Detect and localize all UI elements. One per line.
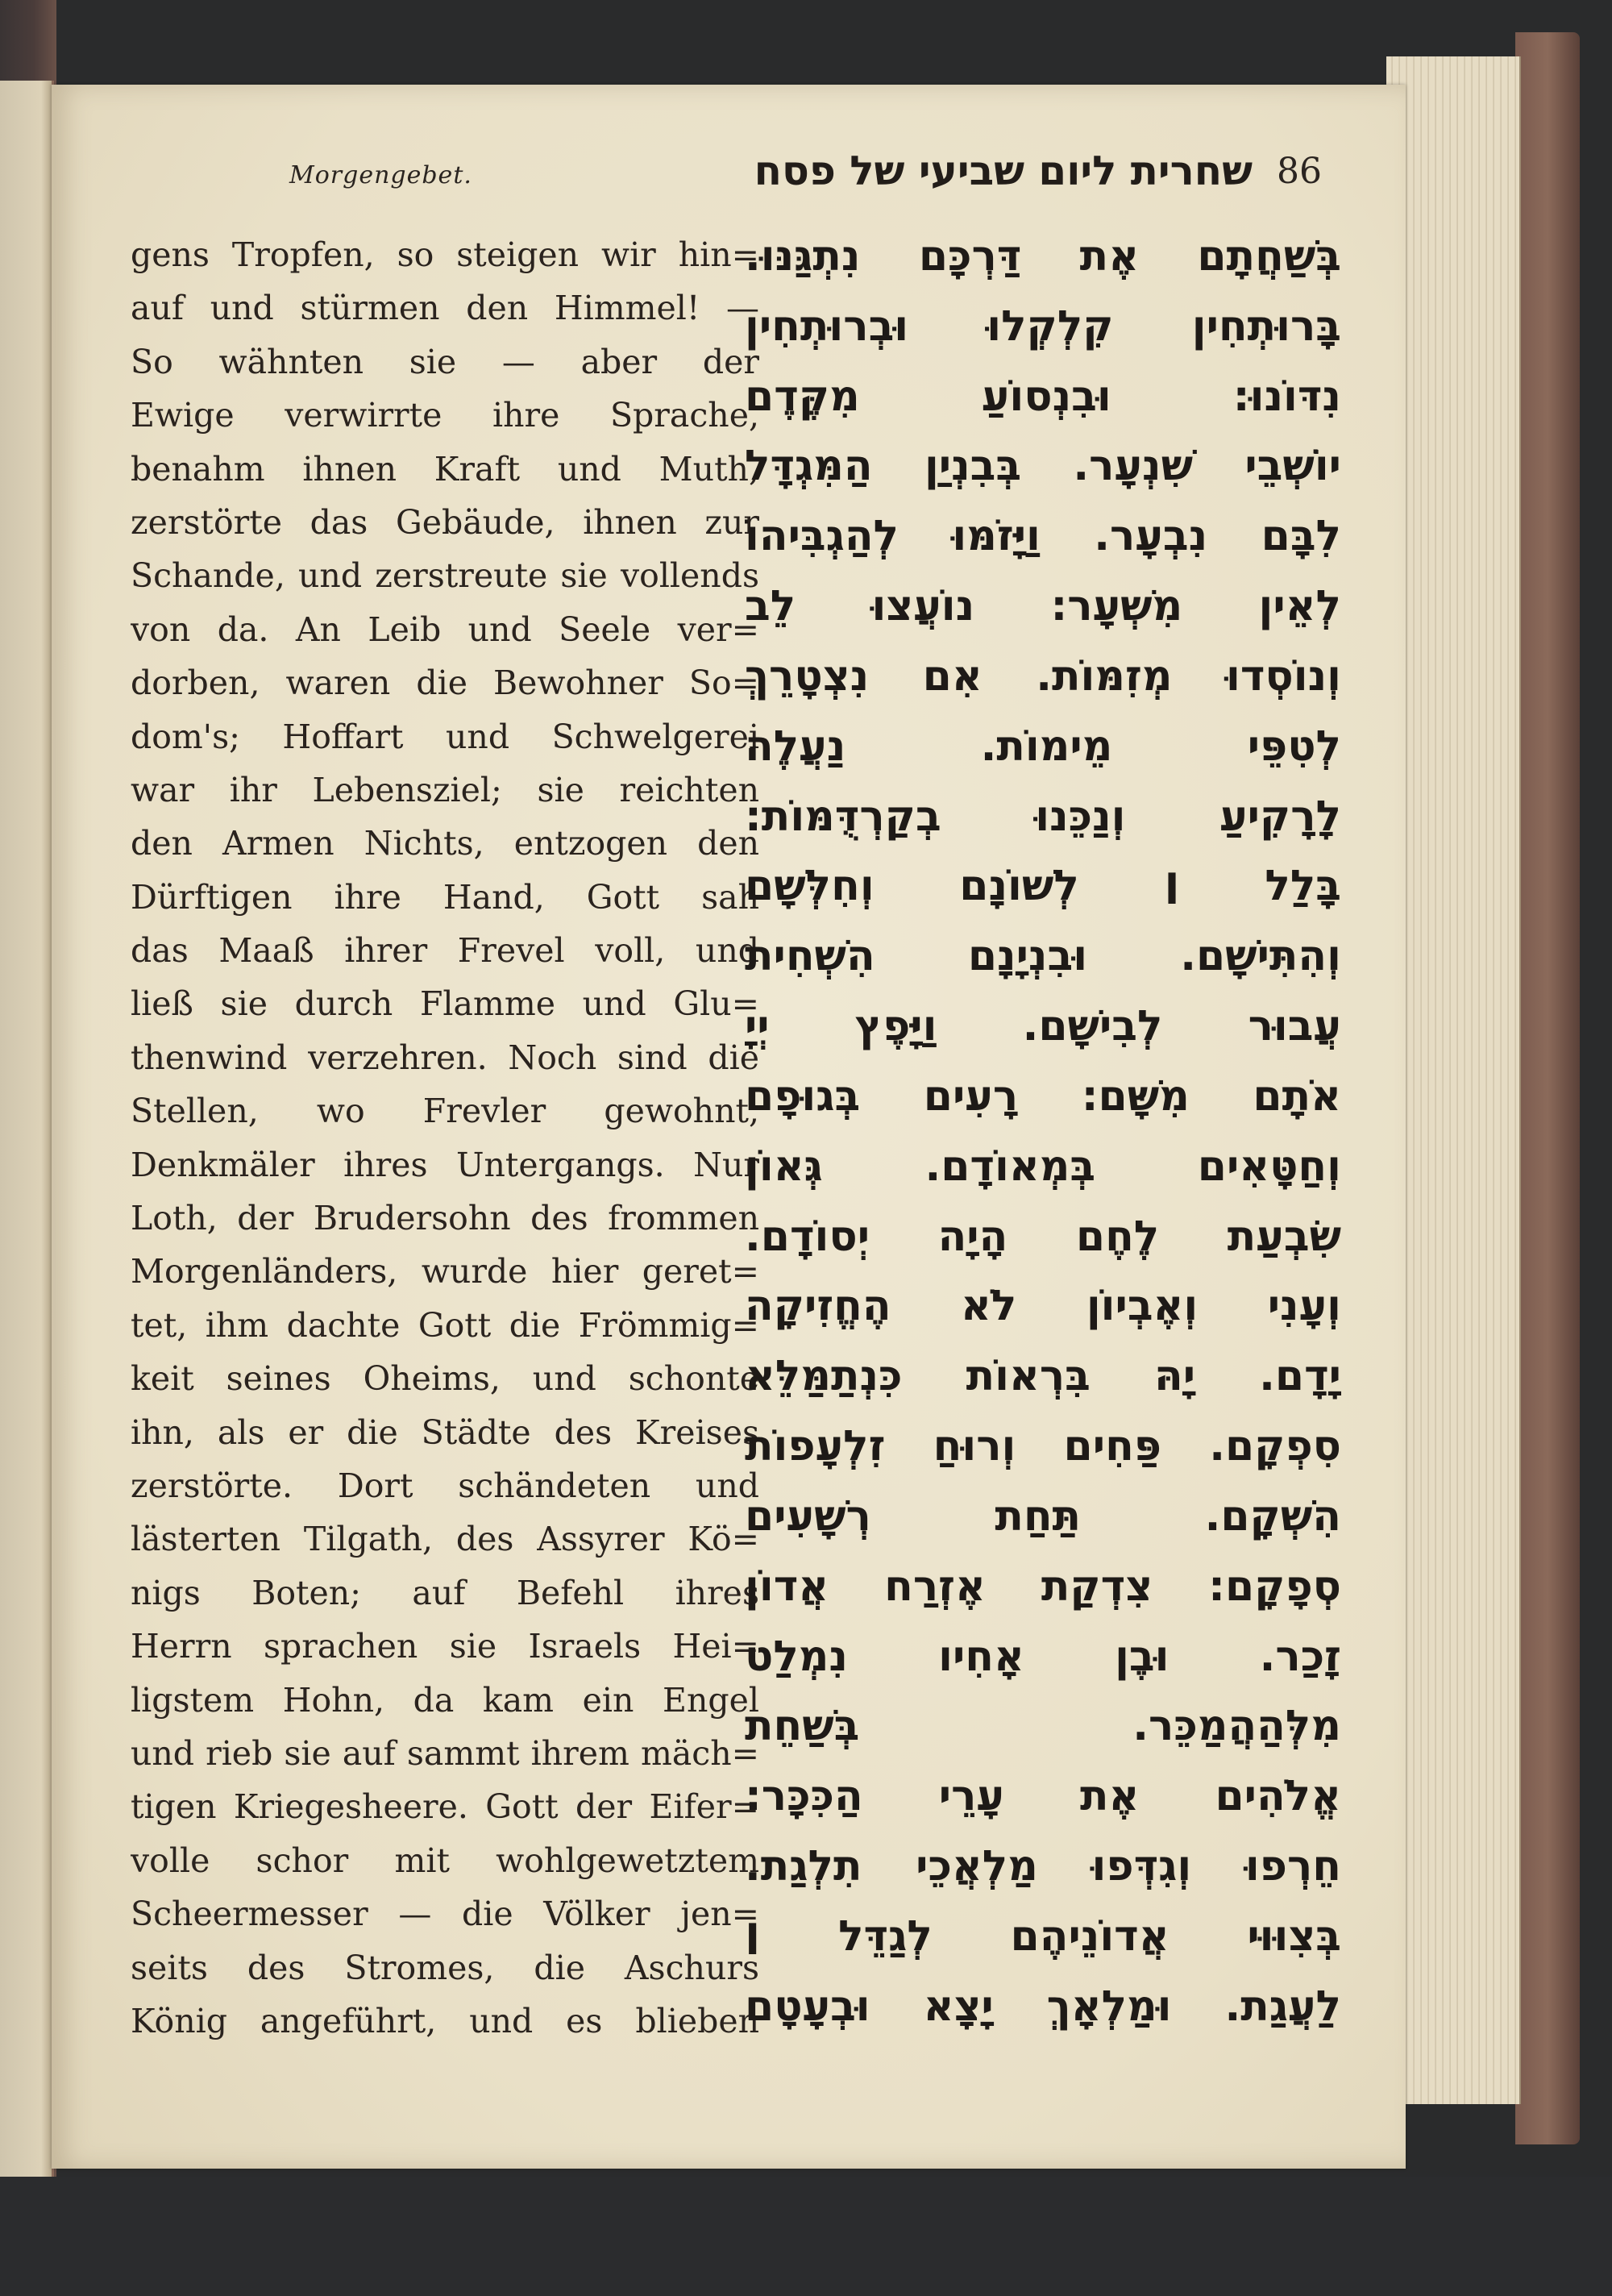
german-line: Morgenländers, wurde hier geret= — [131, 1252, 759, 1292]
hebrew-line: חֵרְפוּ וְגִדְּפוּ מַלְאֲכֵי תִלְגַת. — [745, 1842, 1341, 1891]
german-line: war ihr Lebensziel; sie reichten — [131, 770, 759, 809]
german-line: Loth, der Brudersohn des frommen — [131, 1199, 759, 1238]
german-line: ihn, als er die Städte des Kreises — [131, 1412, 759, 1452]
book-page — [52, 85, 1406, 2169]
german-line: gens Tropfen, so steigen wir hin= — [131, 235, 759, 274]
hebrew-line: מִלְּהַהֲמַכֵּר. בְּשַׁחֵת — [745, 1702, 1341, 1751]
german-line: den Armen Nichts, entzogen den — [131, 824, 759, 863]
hebrew-line: בְּצִוּוּי אֲדוֹנֵיהֶם לְגַדֵּל ׀ — [745, 1911, 1341, 1961]
hebrew-line: וְחַטָּאִים בְּמְאוֹדָם. גְּאוֹן — [745, 1142, 1341, 1191]
german-line: thenwind verzehren. Noch sind die — [131, 1038, 759, 1077]
german-line: benahm ihnen Kraft und Muth, — [131, 449, 759, 489]
hebrew-line: יוֹשְׁבֵי שִׁנְעָר. בְּבִנְיַן הַמִּגְדָּל — [745, 442, 1341, 491]
hebrew-line: וְהִתִּישָׁם. וּבִנְיָנָם הִשְׁחִית — [745, 932, 1341, 981]
german-line: Herrn sprachen sie Israels Hei= — [131, 1627, 759, 1666]
german-line: König angeführt, und es blieben — [131, 2001, 759, 2040]
page-stack-edge — [1386, 56, 1521, 2104]
hebrew-line: בְּשַׁחֲתָם אֶת דַּרְכָּם נִתְגַּנּוּ. — [745, 232, 1341, 281]
german-line: zerstörte das Gebäude, ihnen zur — [131, 502, 759, 542]
hebrew-line: לַעֲגַת. וּמַלְאָךְ יָצָא וּבְעָטָם — [745, 1982, 1341, 2031]
hebrew-line: לְטִפֵּי מֵימוֹת. נַעֲלֶה — [745, 722, 1341, 771]
german-line: Dürftigen ihre Hand, Gott sah — [131, 877, 759, 917]
hebrew-line: שִׂבְעַת לֶחֶם הָיָה יְסוֹדָם. — [745, 1212, 1341, 1261]
german-line: ließ sie durch Flamme und Glu= — [131, 984, 759, 1024]
german-line: ligstem Hohn, da kam ein Engel — [131, 1680, 759, 1720]
hebrew-line: סְפָקָם: צִדְקַת אֶזְרַח אֲדוֹן — [745, 1562, 1341, 1611]
hebrew-line: הִשְׁקָם. תַּחַת רְשָׁעִים — [745, 1491, 1341, 1541]
hebrew-line: אֹתָם מִשָּׁם: רָעִים בְּגוּפָם — [745, 1071, 1341, 1121]
hebrew-line: לָרָקִיעַ וְנַכֵּנוּ בְקַרְדֻּמּוֹת: — [745, 792, 1341, 841]
german-line: volle schor mit wohlgewetztem — [131, 1841, 759, 1880]
hebrew-line: לִבָּם נִבְעָר. וַיָּזֹמּוּ לְהַגְבִּיהוֹ — [745, 512, 1341, 561]
hebrew-line: וְנוֹסְדוּ מְזִמּוֹת. אִם נִצְטָרֵךְ — [745, 651, 1341, 701]
german-line: tigen Kriegesheere. Gott der Eifer= — [131, 1787, 759, 1827]
book-cover-right — [1515, 32, 1580, 2144]
hebrew-line: יָדָם. יָהּ בִּרְאוֹת כִּנְתַמַּלֵּא — [745, 1352, 1341, 1401]
hebrew-line: וְעָנִי וְאֶבְיוֹן לֹא הֶחֱזִיקָה — [745, 1282, 1341, 1331]
german-line: dorben, waren die Bewohner So= — [131, 663, 759, 703]
german-line: seits des Stromes, die Aschurs — [131, 1948, 759, 1987]
german-line: Denkmäler ihres Untergangs. Nur — [131, 1145, 759, 1184]
german-line: und rieb sie auf sammt ihrem mäch= — [131, 1733, 759, 1773]
running-header-german: Morgengebet. — [289, 161, 472, 189]
german-line: von da. An Leib und Seele ver= — [131, 609, 759, 649]
german-line: Stellen, wo Frevler gewohnt, — [131, 1092, 759, 1131]
hebrew-text-column — [745, 222, 1341, 2042]
hebrew-line: סִפְקָם. פַּחִים וְרוּחַ זִלְעָפוֹת — [745, 1422, 1341, 1471]
german-line: Ewige verwirrte ihre Sprache, — [131, 396, 759, 435]
page-number: 86 — [1277, 151, 1322, 192]
german-line: keit seines Oheims, und schonte — [131, 1359, 759, 1399]
german-line: das Maaß ihrer Frevel voll, und — [131, 931, 759, 971]
german-text-column — [131, 228, 759, 2048]
background-surface — [0, 2177, 1612, 2296]
hebrew-line: בָּלַל ׀ לְשׁוֹנָם וְחִלְּשָׁם — [745, 862, 1341, 911]
german-line: auf und stürmen den Himmel! — — [131, 289, 759, 328]
previous-page-edge — [0, 81, 54, 2217]
hebrew-line: בָּרוּתְחִין קִלְקְלוּ וּבְרוּתְחִין — [745, 302, 1341, 351]
german-line: dom's; Hoffart und Schwelgerei — [131, 717, 759, 756]
german-line: Scheermesser — die Völker jen= — [131, 1895, 759, 1934]
hebrew-line: אֱלֹהִים אֶת עָרֵי הַכִּכָּר: — [745, 1772, 1341, 1821]
hebrew-line: עֲבוּר לְבִישָׁם. וַיָּפֶץ יְיָ — [745, 1002, 1341, 1051]
german-line: nigs Boten; auf Befehl ihres — [131, 1573, 759, 1612]
hebrew-line: נִדּוֹנוּ: וּבִנְסוֹעַ מִקֶּדֶם — [745, 372, 1341, 421]
running-header-hebrew: שחרית ליום שביעי של פסח — [754, 148, 1253, 194]
german-line: So wähnten sie — aber der — [131, 342, 759, 381]
hebrew-line: לְאֵין מִשְׁעָר: נוֹעֲצוּ לֵב — [745, 582, 1341, 631]
german-line: tet, ihm dachte Gott die Frömmig= — [131, 1305, 759, 1345]
german-line: zerstörte. Dort schändeten und — [131, 1466, 759, 1505]
german-line: Schande, und zerstreute sie vollends — [131, 556, 759, 596]
german-line: lästerten Tilgath, des Assyrer Kö= — [131, 1520, 759, 1559]
hebrew-line: זָכַר. וּבֶן אָחִיו נִמְלַט — [745, 1632, 1341, 1681]
